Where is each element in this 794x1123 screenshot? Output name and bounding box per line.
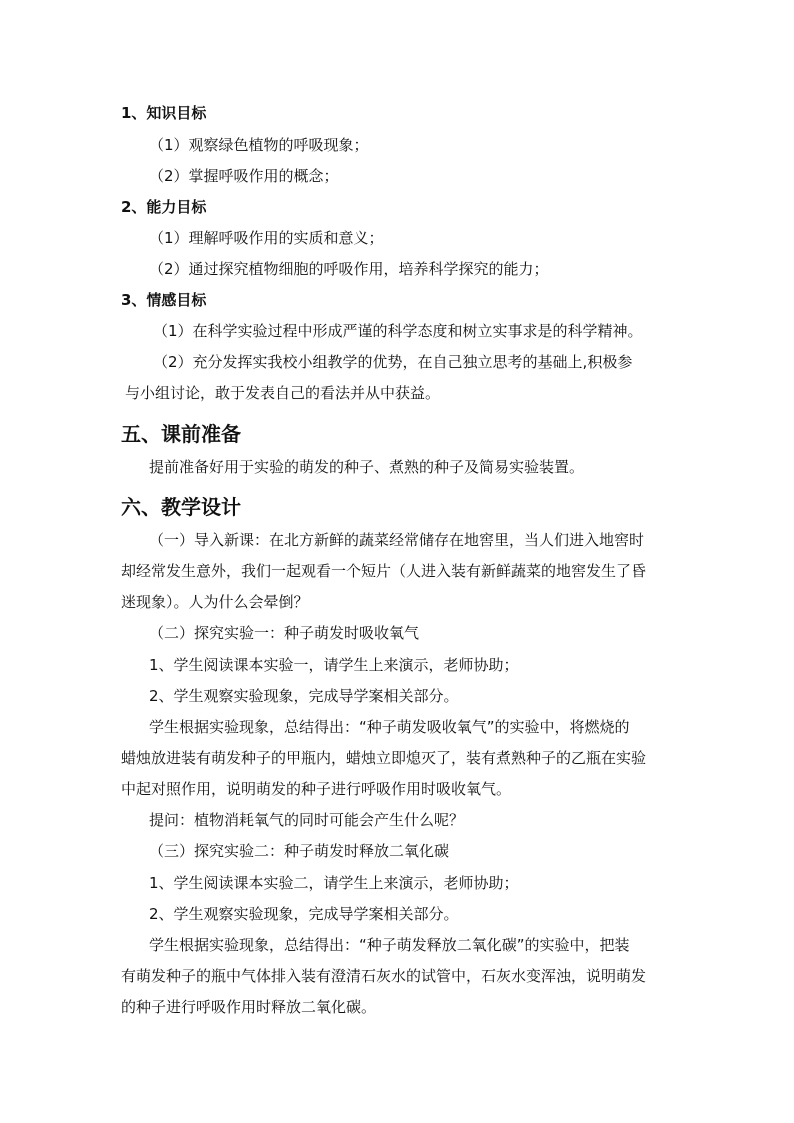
design-line: 中起对照作用，说明萌发的种子进行呼吸作用时吸收氧气。	[121, 780, 512, 798]
design-line: 有萌发种子的瓶中气体排入装有澄清石灰水的试管中，石灰水变浑浊，说明萌发	[121, 967, 647, 985]
design-line: 却经常发生意外，我们一起观看一个短片（人进入装有新鲜蔬菜的地窖发生了昏	[121, 562, 647, 580]
design-line: 蜡烛放进装有萌发种子的甲瓶内，蜡烛立即熄灭了，装有煮熟种子的乙瓶在实验	[121, 749, 647, 767]
emotion-goal-2: （2）充分发挥实我校小组教学的优势，在自己独立思考的基础上,积极参	[153, 353, 633, 371]
design-line: （一）导入新课：在北方新鲜的蔬菜经常储存在地窖里，当人们进入地窖时	[149, 531, 645, 549]
knowledge-goal-1: （1）观察绿色植物的呼吸现象；	[149, 136, 369, 154]
design-line: 学生根据实验现象，总结得出：“种子萌发释放二氧化碳”的实验中，把装	[149, 936, 630, 954]
design-line: 2、学生观察实验现象，完成导学案相关部分。	[149, 687, 459, 705]
design-line: 学生根据实验现象，总结得出：“种子萌发吸收氧气”的实验中，将燃烧的	[149, 718, 630, 736]
design-line: 迷现象）。人为什么会晕倒？	[121, 593, 309, 611]
design-line: 提问：植物消耗氧气的同时可能会产生什么呢？	[149, 811, 465, 829]
section-title-preparation: 五、课前准备	[121, 422, 241, 446]
preparation-text: 提前准备好用于实验的萌发的种子、煮熟的种子及简易实验装置。	[149, 458, 585, 476]
emotion-goal-1: （1）在科学实验过程中形成严谨的科学态度和树立实事求是的科学精神。	[153, 322, 643, 340]
heading-emotion-goals: 3、情感目标	[121, 291, 207, 309]
emotion-goal-2-cont: 与小组讨论，敢于发表自己的看法并从中获益。	[125, 384, 441, 402]
design-line: 1、学生阅读课本实验一，请学生上来演示，老师协助；	[149, 656, 519, 674]
ability-goal-2: （2）通过探究植物细胞的呼吸作用，培养科学探究的能力；	[149, 260, 549, 278]
design-line: 2、学生观察实验现象，完成导学案相关部分。	[149, 905, 459, 923]
design-line: （三）探究实验二：种子萌发时释放二氧化碳	[149, 842, 450, 860]
knowledge-goal-2: （2）掌握呼吸作用的概念；	[149, 167, 339, 185]
design-line: 的种子进行呼吸作用时释放二氧化碳。	[121, 998, 377, 1016]
section-title-design: 六、教学设计	[121, 495, 241, 519]
heading-knowledge-goals: 1、知识目标	[121, 104, 207, 122]
design-line: 1、学生阅读课本实验二，请学生上来演示，老师协助；	[149, 874, 519, 892]
design-line: （二）探究实验一：种子萌发时吸收氧气	[149, 624, 420, 642]
ability-goal-1: （1）理解呼吸作用的实质和意义；	[149, 229, 384, 247]
heading-ability-goals: 2、能力目标	[121, 198, 207, 216]
